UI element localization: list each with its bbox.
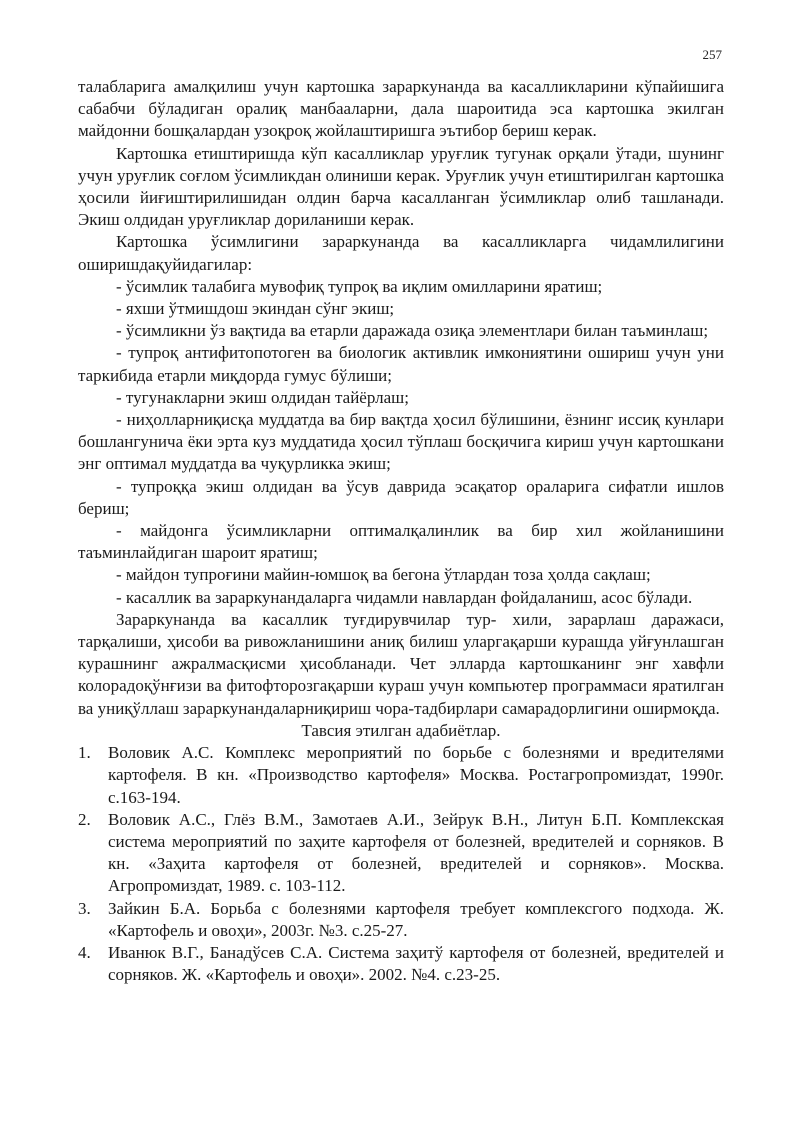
- reference-number: 1.: [78, 743, 91, 763]
- paragraph: Зараркунанда ва касаллик туғдирувчилар тур- хили, зарарлаш даражаси, тарқалиши, ҳисоби ва ривожланишини аниқ билиш уларгақарши курашда уйғунлашган курашнинг ажралмасқисми ҳисобланади. Чет элларда картошканинг энг хавфли колорадоқўнғизи ва фитофторозгақарши кураш учун компьютер программаси яратилган ва униқўллаш зараркунандаларниқириш чора-тадбирлари самарадорлигини оширмоқда.: [78, 609, 724, 718]
- list-item: - ниҳолларниқисқа муддатда ва бир вақтда ҳосил бўлишини, ёзнинг иссиқ кунлари бошлангунича ёки эрта куз муддатида ҳосил тўплаш босқичига кириш учун картошкани энг оптимал муддатда ва чуқурликка экиш;: [78, 410, 724, 474]
- reference-number: 4.: [78, 942, 91, 962]
- list-item: - яхши ўтмишдош экиндан сўнг экиш;: [116, 299, 395, 319]
- reference-item: [78, 742, 724, 809]
- reference-number: 3.: [78, 898, 91, 918]
- paragraph: талабларига амалқилиш учун картошка зараркунанда ва касалликларини кўпайишига сабабчи бўладиган оралиқ манбааларни, дала шароитида эса картошка экилган майдонни бошқалардан узоқроқ жойлаштиришга эътибор бериш керак.: [78, 77, 724, 141]
- list-item: - касаллик ва зараркунандаларга чидамли навлардан фойдаланиш, асос бўлади.: [116, 587, 693, 607]
- list-item: - ўсимликни ўз вақтида ва етарли даражада озиқа элементлари билан таъминлаш;: [116, 321, 709, 341]
- references-list: [78, 742, 724, 986]
- reference-text: Иванюк В.Г., Банадўсев С.А. Система заҳитў картофеля от болезней, вредителей и сорняков. Ж. «Картофель и овоҳи». 2002. №4. с.23-25.: [108, 942, 724, 985]
- list-item: - тугунакларни экиш олдидан тайёрлаш;: [116, 387, 409, 407]
- list-item: - тупроқ антифитопотоген ва биологик активлик имкониятини ошириш учун уни таркибида етарли миқдорда гумус бўлиши;: [78, 343, 724, 385]
- document-page: [78, 44, 724, 986]
- reference-text: Воловик А.С., Глёз В.М., Замотаев А.И., Зейрук В.Н., Литун Б.П. Комплекская система мероприятий по заҳите картофеля от болезней, вредителей и сорняков. В кн. «Заҳита картофеля от болезней, вредителей и сорняков». Москва. Агропромиздат, 1989. с. 103-112.: [108, 809, 724, 896]
- list-item: - ўсимлик талабига мувофиқ тупроқ ва иқлим омилларини яратиш;: [116, 276, 603, 296]
- page-number: 257: [702, 47, 722, 62]
- reference-number: 2.: [78, 809, 91, 829]
- paragraph: Картошка ўсимлигини зараркунанда ва касалликларга чидамлилигини оширишдақуйидагилар:: [78, 232, 724, 274]
- reference-text: Воловик А.С. Комплекс мероприятий по борьбе с болезнями и вредителями картофеля. В кн. «Производство картофеля» Москва. Ростагропромиздат, 1990г. с.163-194.: [108, 743, 724, 807]
- list-item: - майдон тупроғини майин-юмшоқ ва бегона ўтлардан тоза ҳолда сақлаш;: [116, 565, 651, 585]
- reference-text: Зайкин Б.А. Борьба с болезнями картофеля требует комплексгого подхода. Ж. «Картофель и овоҳи», 2003г. №3. с.25-27.: [108, 898, 724, 940]
- paragraph: Картошка етиштиришда кўп касалликлар уруғлик тугунак орқали ўтади, шунинг учун уруғлик соғлом ўсимликдан олиниши керак. Уруғлик учун етиштирилган картошка ҳосили йиғиштирилишидан олдин барча касалланган ўсимликлар олиб ташланади. Экиш олдидан уруғликлар дориланиши керак.: [78, 143, 724, 230]
- body-text: [78, 76, 724, 986]
- reference-item: [78, 942, 724, 986]
- references-title: Тавсия этилган адабиётлар.: [301, 720, 501, 740]
- reference-item: [78, 809, 724, 898]
- reference-item: [78, 898, 724, 942]
- list-item: - майдонга ўсимликларни оптималқалинлик ва бир хил жойланишини таъминлайдиган шароит яратиш;: [78, 521, 724, 563]
- list-item: - тупроққа экиш олдидан ва ўсув даврида эсақатор ораларига сифатли ишлов бериш;: [78, 476, 724, 518]
